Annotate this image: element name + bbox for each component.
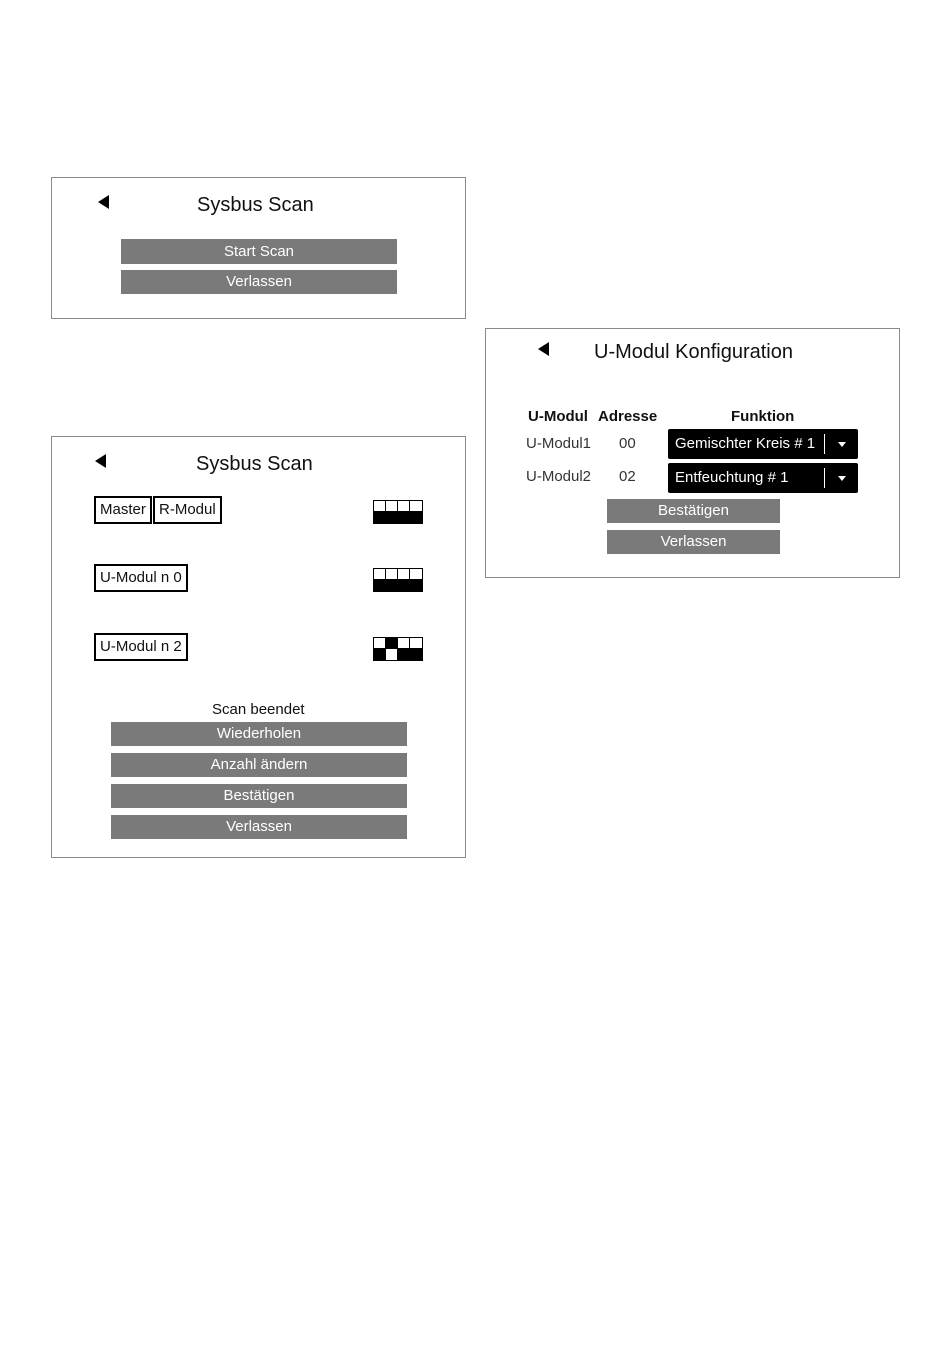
- confirm-button[interactable]: Bestätigen: [607, 499, 780, 523]
- page-title: Sysbus Scan: [196, 453, 313, 475]
- module-tag-u-modul-2: U-Modul n 2: [94, 633, 188, 661]
- exit-button[interactable]: Verlassen: [121, 270, 397, 294]
- scan-status-indicator: [373, 500, 423, 524]
- function-dropdown[interactable]: [668, 429, 858, 459]
- scan-status-text: Scan beendet: [212, 701, 305, 718]
- page-title: Sysbus Scan: [197, 194, 314, 216]
- umodul-config-panel: [485, 328, 900, 578]
- module-tag-r-modul: R-Modul: [153, 496, 222, 524]
- module-name-cell: U-Modul1: [526, 435, 592, 452]
- chevron-down-icon: [838, 442, 846, 447]
- function-dropdown[interactable]: [668, 463, 858, 493]
- change-count-button[interactable]: Anzahl ändern: [111, 753, 407, 777]
- dropdown-separator: [824, 434, 825, 454]
- exit-button[interactable]: Verlassen: [111, 815, 407, 839]
- column-header-address: Adresse: [598, 408, 658, 425]
- scan-status-indicator: [373, 637, 423, 661]
- sysbus-scan-start-panel: [51, 177, 466, 319]
- back-arrow-icon[interactable]: [538, 342, 549, 356]
- sysbus-scan-result-panel: [51, 436, 466, 858]
- back-arrow-icon[interactable]: [98, 195, 109, 209]
- repeat-button[interactable]: Wiederholen: [111, 722, 407, 746]
- module-tag-master: Master: [94, 496, 152, 524]
- address-cell: 00: [619, 435, 636, 452]
- scan-status-indicator: [373, 568, 423, 592]
- chevron-down-icon: [838, 476, 846, 481]
- module-name-cell: U-Modul2: [526, 468, 592, 485]
- exit-button[interactable]: Verlassen: [607, 530, 780, 554]
- page-title: U-Modul Konfiguration: [594, 341, 793, 363]
- start-scan-button[interactable]: Start Scan: [121, 239, 397, 264]
- function-dropdown-value: Entfeuchtung # 1: [675, 469, 789, 486]
- confirm-button[interactable]: Bestätigen: [111, 784, 407, 808]
- column-header-function: Funktion: [731, 408, 795, 425]
- dropdown-separator: [824, 468, 825, 488]
- column-header-module: U-Modul: [528, 408, 588, 425]
- module-tag-u-modul-0: U-Modul n 0: [94, 564, 188, 592]
- function-dropdown-value: Gemischter Kreis # 1: [675, 435, 816, 452]
- address-cell: 02: [619, 468, 636, 485]
- back-arrow-icon[interactable]: [95, 454, 106, 468]
